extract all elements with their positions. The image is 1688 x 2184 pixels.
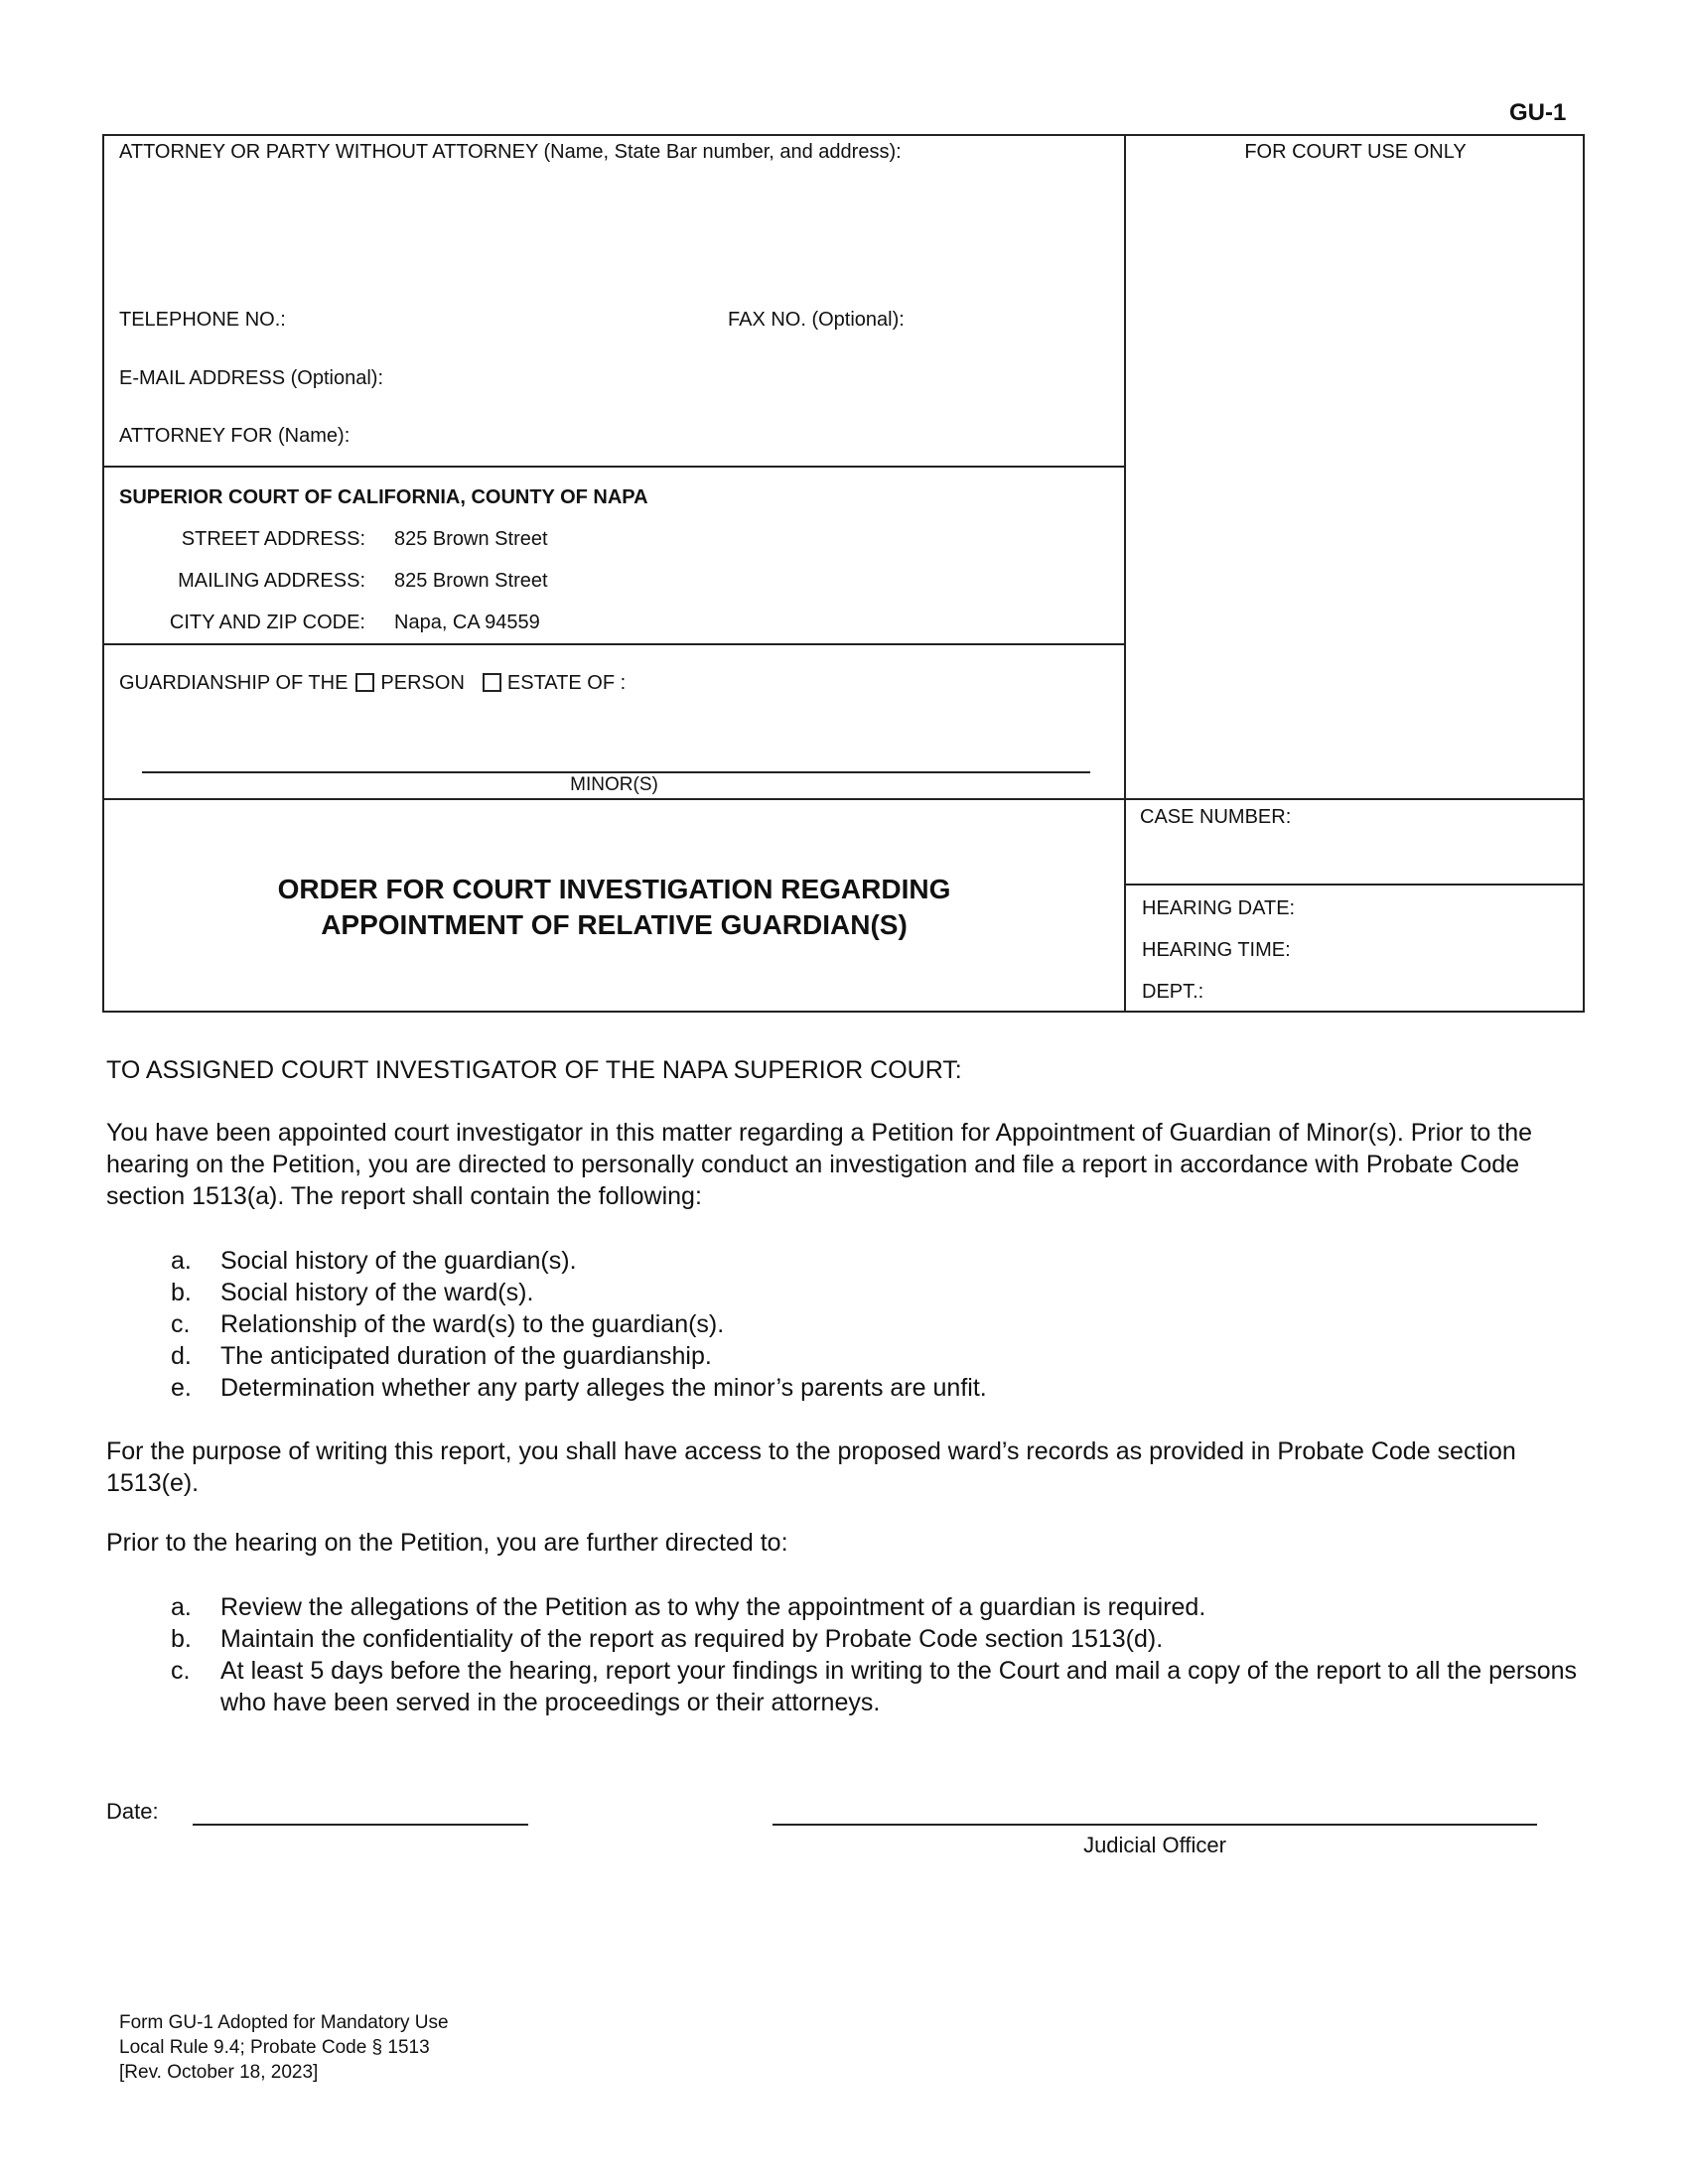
list-text: Determination whether any party alleges the minor’s parents are unfit. — [220, 1374, 987, 1402]
minor-label: MINOR(S) — [570, 774, 658, 795]
street-label: STREET ADDRESS: — [181, 528, 365, 550]
list-letter: b. — [171, 1279, 192, 1306]
divider-attorney-court — [102, 466, 1126, 468]
guardianship-row — [119, 672, 626, 695]
list-text: Maintain the confidentiality of the report as required by Probate Code section 1513(d). — [220, 1625, 1164, 1653]
footer — [119, 2010, 449, 2085]
mailing-value: 825 Brown Street — [394, 570, 548, 592]
divider-court-guardianship — [102, 643, 1126, 645]
street-value: 825 Brown Street — [394, 528, 548, 550]
court-name: SUPERIOR COURT OF CALIFORNIA, COUNTY OF NAPA — [119, 486, 648, 508]
list-text: Review the allegations of the Petition as to why the appointment of a guardian is required. — [220, 1593, 1206, 1621]
attorney-for-label: ATTORNEY FOR (Name): — [119, 425, 351, 447]
court-use-label: FOR COURT USE ONLY — [1244, 141, 1467, 163]
list-letter: a. — [171, 1247, 192, 1275]
judicial-officer-label: Judicial Officer — [1083, 1833, 1226, 1857]
divider-case-hearing — [1124, 884, 1585, 886]
minor-name-line[interactable] — [142, 771, 1090, 773]
footer-line-3: [Rev. October 18, 2023] — [119, 2062, 319, 2083]
salutation: TO ASSIGNED COURT INVESTIGATOR OF THE NAPA SUPERIOR COURT: — [106, 1056, 962, 1084]
person-checkbox[interactable] — [355, 673, 374, 692]
date-line[interactable] — [193, 1824, 528, 1826]
divider-guardianship-title — [102, 798, 1585, 800]
city-value: Napa, CA 94559 — [394, 612, 540, 633]
paragraph-3: Prior to the hearing on the Petition, you are further directed to: — [106, 1529, 788, 1557]
case-number-label: CASE NUMBER: — [1140, 806, 1292, 828]
judicial-signature-line[interactable] — [773, 1824, 1537, 1826]
email-label: E-MAIL ADDRESS (Optional): — [119, 367, 384, 389]
list-letter: c. — [171, 1657, 191, 1685]
hearing-date-label: HEARING DATE: — [1142, 897, 1296, 919]
list-text: Relationship of the ward(s) to the guardian(s). — [220, 1310, 725, 1338]
paragraph-2: For the purpose of writing this report, you shall have access to the proposed ward’s records as provided in Probate Code section 1513(e). — [106, 1437, 1516, 1497]
estate-label: ESTATE OF : — [506, 672, 627, 694]
list-letter: d. — [171, 1342, 192, 1370]
footer-line-2: Local Rule 9.4; Probate Code § 1513 — [119, 2037, 430, 2058]
footer-line-1: Form GU-1 Adopted for Mandatory Use — [119, 2012, 449, 2033]
page-title — [102, 872, 1126, 943]
list-letter: c. — [171, 1310, 191, 1338]
list-text: At least 5 days before the hearing, report your findings in writing to the Court and mail a copy of the report to all the persons who have been served in the proceedings or their attorneys. — [220, 1657, 1578, 1716]
hearing-time-label: HEARING TIME: — [1142, 939, 1291, 961]
list-text: Social history of the guardian(s). — [220, 1247, 577, 1275]
mailing-label: MAILING ADDRESS: — [178, 570, 365, 592]
fax-label: FAX NO. (Optional): — [728, 309, 905, 331]
list-letter: e. — [171, 1374, 192, 1402]
telephone-label: TELEPHONE NO.: — [119, 309, 286, 331]
list-letter: a. — [171, 1593, 192, 1621]
city-label: CITY AND ZIP CODE: — [169, 612, 365, 633]
title-line-2: APPOINTMENT OF RELATIVE GUARDIAN(S) — [321, 909, 908, 940]
date-label: Date: — [106, 1799, 159, 1824]
form-id: GU-1 — [1509, 99, 1567, 126]
guardianship-prefix: GUARDIANSHIP OF THE — [119, 672, 349, 694]
dept-label: DEPT.: — [1142, 981, 1204, 1003]
list-text: The anticipated duration of the guardianship. — [220, 1342, 712, 1370]
list-letter: b. — [171, 1625, 192, 1653]
estate-checkbox[interactable] — [483, 673, 501, 692]
attorney-label: ATTORNEY OR PARTY WITHOUT ATTORNEY (Name, State Bar number, and address): — [119, 141, 902, 163]
title-line-1: ORDER FOR COURT INVESTIGATION REGARDING — [277, 874, 951, 904]
person-label: PERSON — [380, 672, 465, 694]
paragraph-1: You have been appointed court investigator in this matter regarding a Petition for Appointment of Guardian of Minor(s). Prior to the hearing on the Petition, you are directed to personally conduct an investigation and file a report in accordance with Probate Code section 1513(a). The report shall contain the following: — [106, 1119, 1533, 1210]
list-text: Social history of the ward(s). — [220, 1279, 534, 1306]
